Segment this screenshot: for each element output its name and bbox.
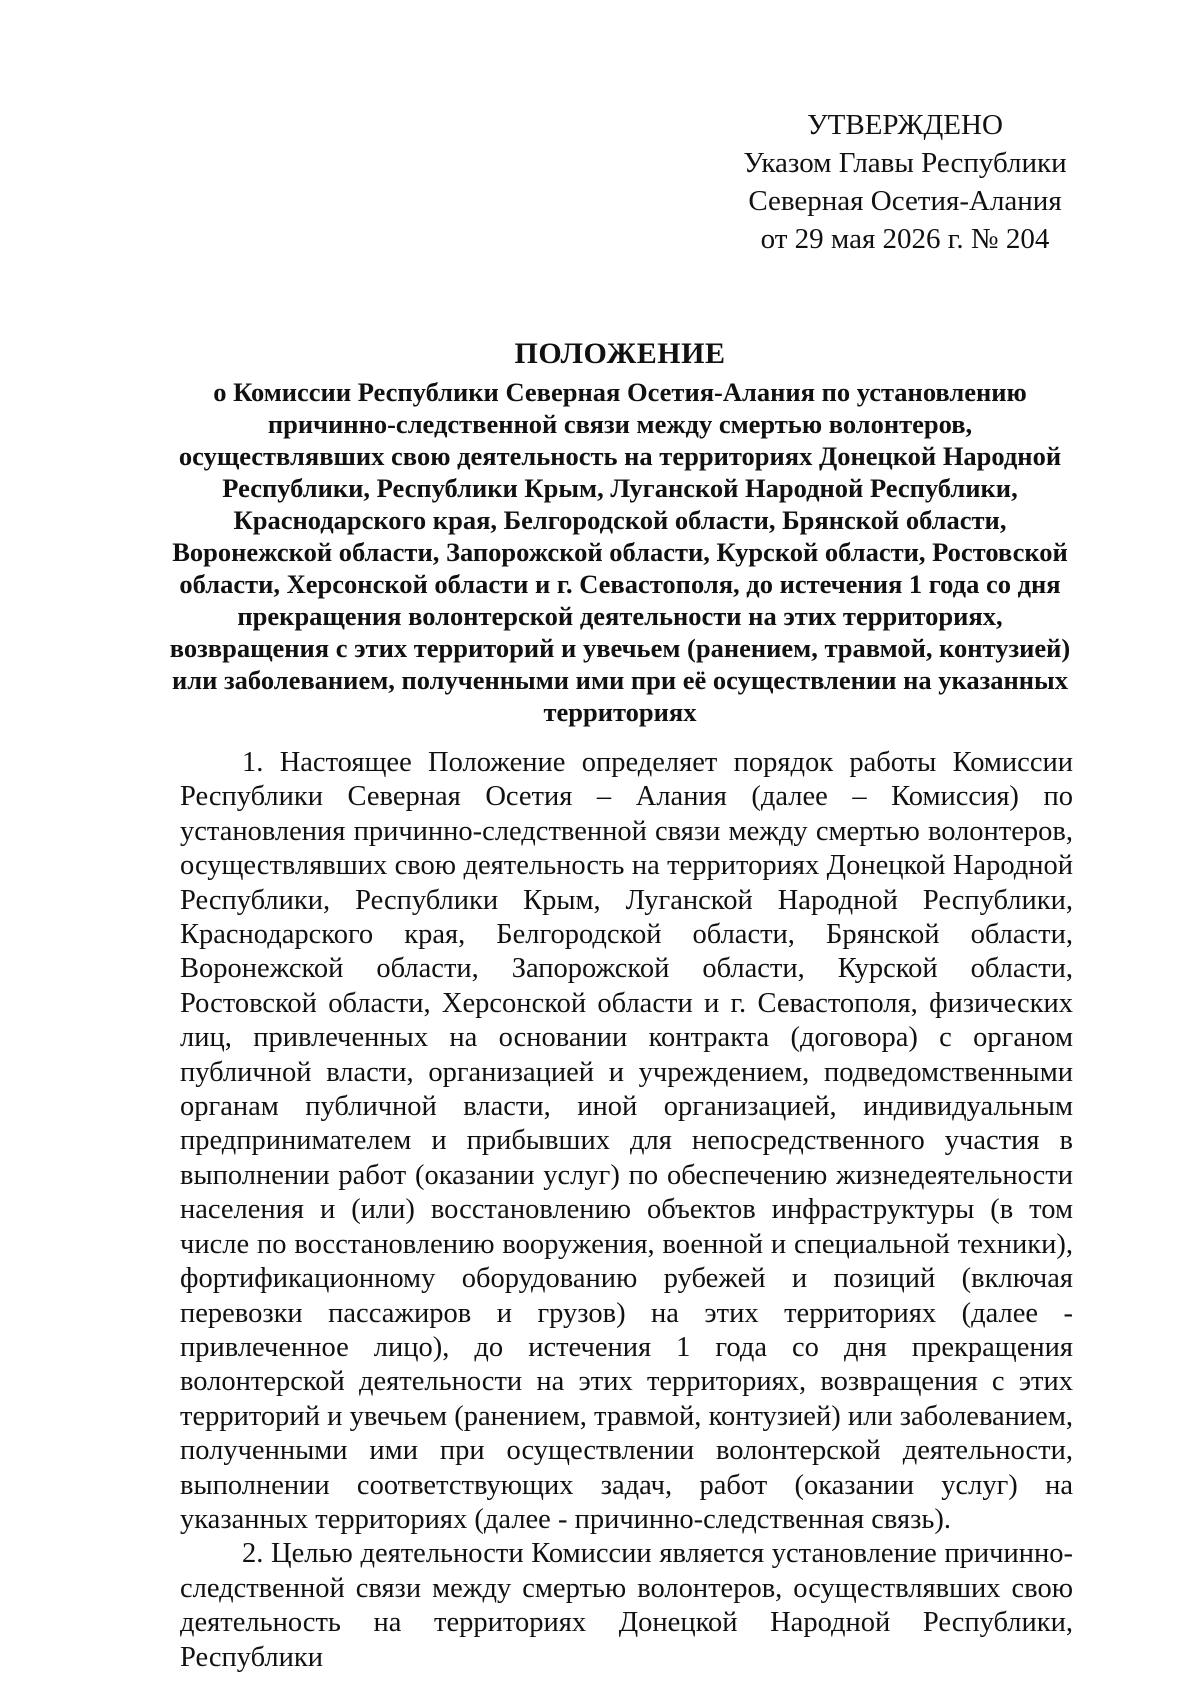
paragraph-1: 1. Настоящее Положение определяет порядок работы Комиссии Республики Северная Осетия – Алания (далее – Комиссия) по установления причинно-следственной связи между смертью волонтеров, осуществлявших свою деятельность на территориях Донецкой Народной Республики, Республики Крым, Луганской Народной Республики, Краснодарского края, Белгородской области, Брянской области, Воронежской области, Запорожской области, Курской области, Ростовской области, Херсонской области и г. Севастополя, физических лиц, привлеченных на основании контракта (договора) с органом публичной власти, организацией и учреждением, подведомственными органам публичной власти, иной организацией, индивидуальным предпринимателем и прибывших для непосредственного участия в выполнении работ (оказании услуг) по обеспечению жизнедеятельности населения и (или) восстановлению объектов инфраструктуры (в том числе по восстановлению вооружения, военной и специальной техники), фортификационному оборудованию рубежей и позиций (включая перевозки пассажиров и грузов) на этих территориях (далее - привлеченное лицо), до истечения 1 года со дня прекращения волонтерской деятельности на этих территориях, возвращения с этих территорий и увечьем (ранением, травмой, контузией) или заболеванием, полученными ими при осуществлении волонтерской деятельности, выполнении соответствующих задач, работ (оказании услуг) на указанных территориях (далее - причинно-следственная связь). [180, 747, 1073, 1535]
document-body [180, 746, 1073, 1675]
document-title: ПОЛОЖЕНИЕ [514, 337, 726, 370]
approval-republic: Северная Осетия-Алания [748, 185, 1062, 217]
approval-date-number: от 29 мая 2026 г. № 204 [760, 223, 1050, 255]
document-heading [168, 336, 1072, 728]
approval-authority: Указом Главы Республики [743, 147, 1067, 179]
document-subtitle: о Комиссии Республики Северная Осетия-Алания по установлению причинно-следственной связи между смертью волонтеров, осуществлявших свою деятельность на территориях Донецкой Народной Республики, Республики Крым, Луганской Народной Республики, Краснодарского края, Белгородской области, Брянской области, Воронежской области, Запорожской области, Курской области, Ростовской области, Херсонской области и г. Севастополя, до истечения 1 года со дня прекращения волонтерской деятельности на этих территориях, возвращения с этих территорий и увечьем (ранением, травмой, контузией) или заболеванием, полученными ими при её осуществлении на указанных территориях [169, 377, 1071, 727]
paragraph-2: 2. Целью деятельности Комиссии является установление причинно-следственной связи между смертью волонтеров, осуществлявших свою деятельность на территориях Донецкой Народной Республики, Республики [180, 1538, 1073, 1673]
approval-title: УТВЕРЖДЕНО [807, 109, 1003, 141]
approval-stamp-block [740, 106, 1070, 258]
